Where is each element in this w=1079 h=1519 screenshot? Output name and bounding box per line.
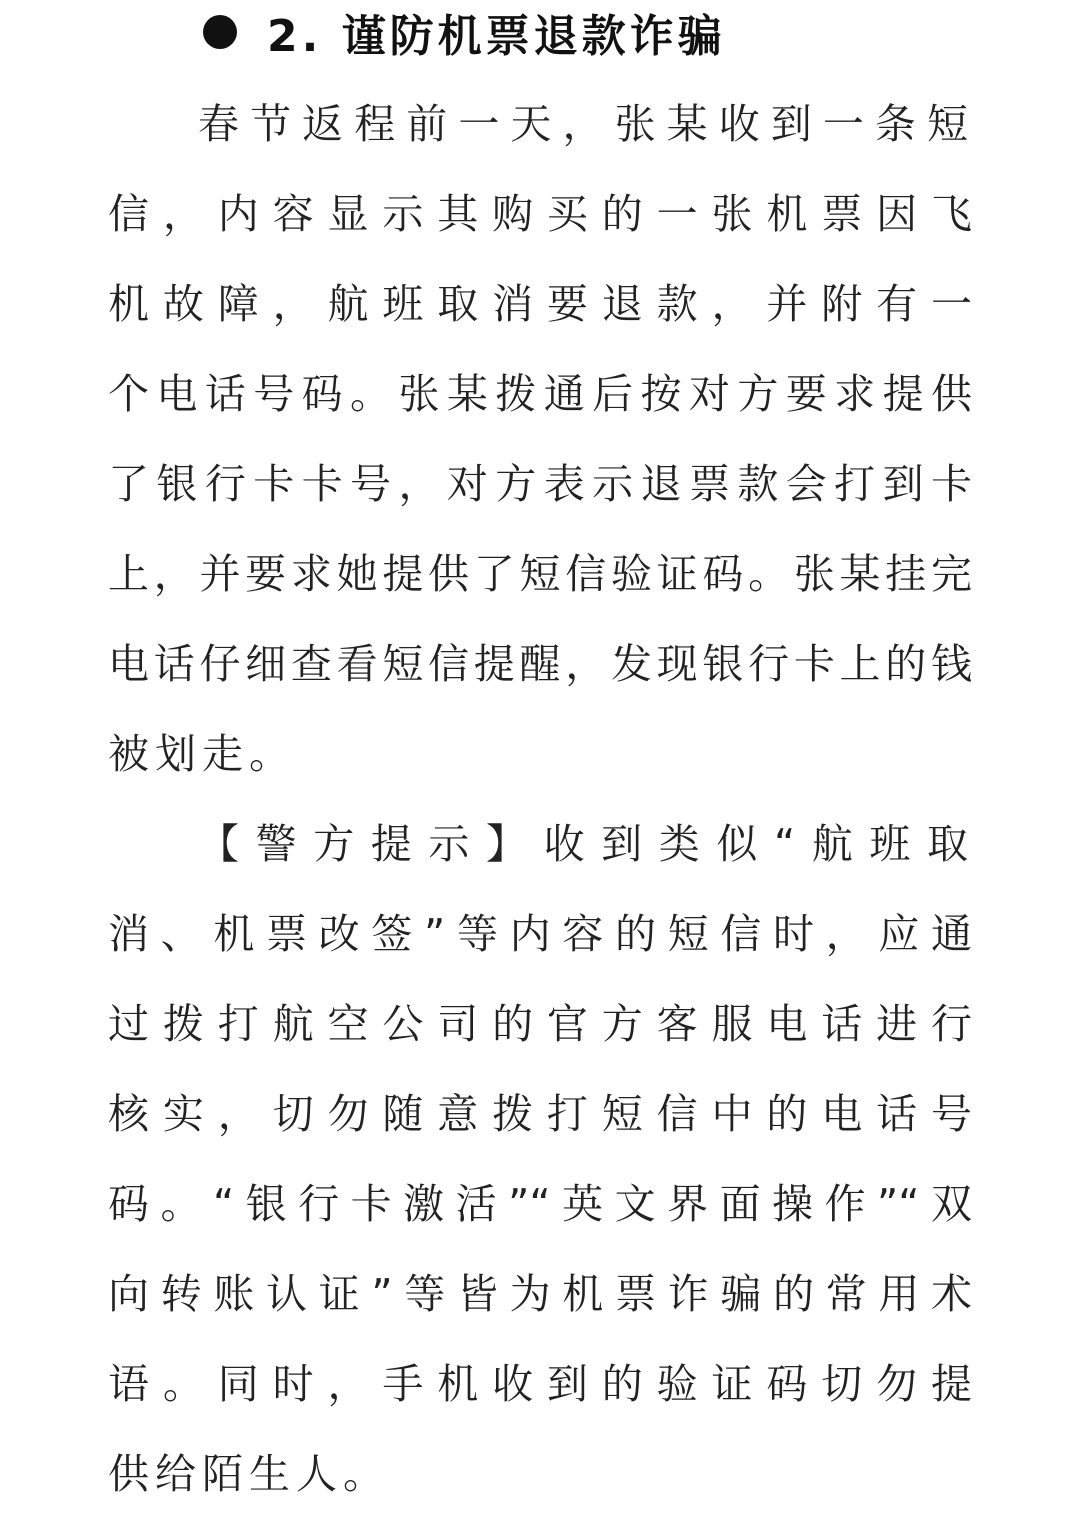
heading-text: 2. 谨防机票退款诈骗 [267,11,726,62]
text-line: 语。同时，手机收到的验证码切勿提 [108,1360,972,1408]
text-line: 消、机票改签”等内容的短信时，应通 [108,910,972,958]
text-line: 供给陌生人。 [108,1450,390,1498]
bullet-icon [203,15,237,49]
text-line: 核实，切勿随意拨打短信中的电话号 [108,1090,972,1138]
text-line: 电话仔细查看短信提醒，发现银行卡上的钱 [108,640,972,688]
text-line: 被划走。 [108,730,296,778]
text-line: 过拨打航空公司的官方客服电话进行 [108,1000,972,1048]
text-line: 码。“银行卡激活”“英文界面操作”“双 [108,1180,972,1228]
text-line: 机故障，航班取消要退款，并附有一 [108,280,972,328]
text-line: 春节返程前一天，张某收到一条短 [198,100,968,148]
text-line: 【警方提示】收到类似“航班取 [198,820,968,868]
text-line: 个电话号码。张某拨通后按对方要求提供 [108,370,972,418]
text-line: 了银行卡卡号，对方表示退票款会打到卡 [108,460,972,508]
section-heading [203,4,726,60]
text-line: 信，内容显示其购买的一张机票因飞 [108,190,972,238]
text-line: 上，并要求她提供了短信验证码。张某挂完 [108,550,972,598]
text-line: 向转账认证”等皆为机票诈骗的常用术 [108,1270,972,1318]
